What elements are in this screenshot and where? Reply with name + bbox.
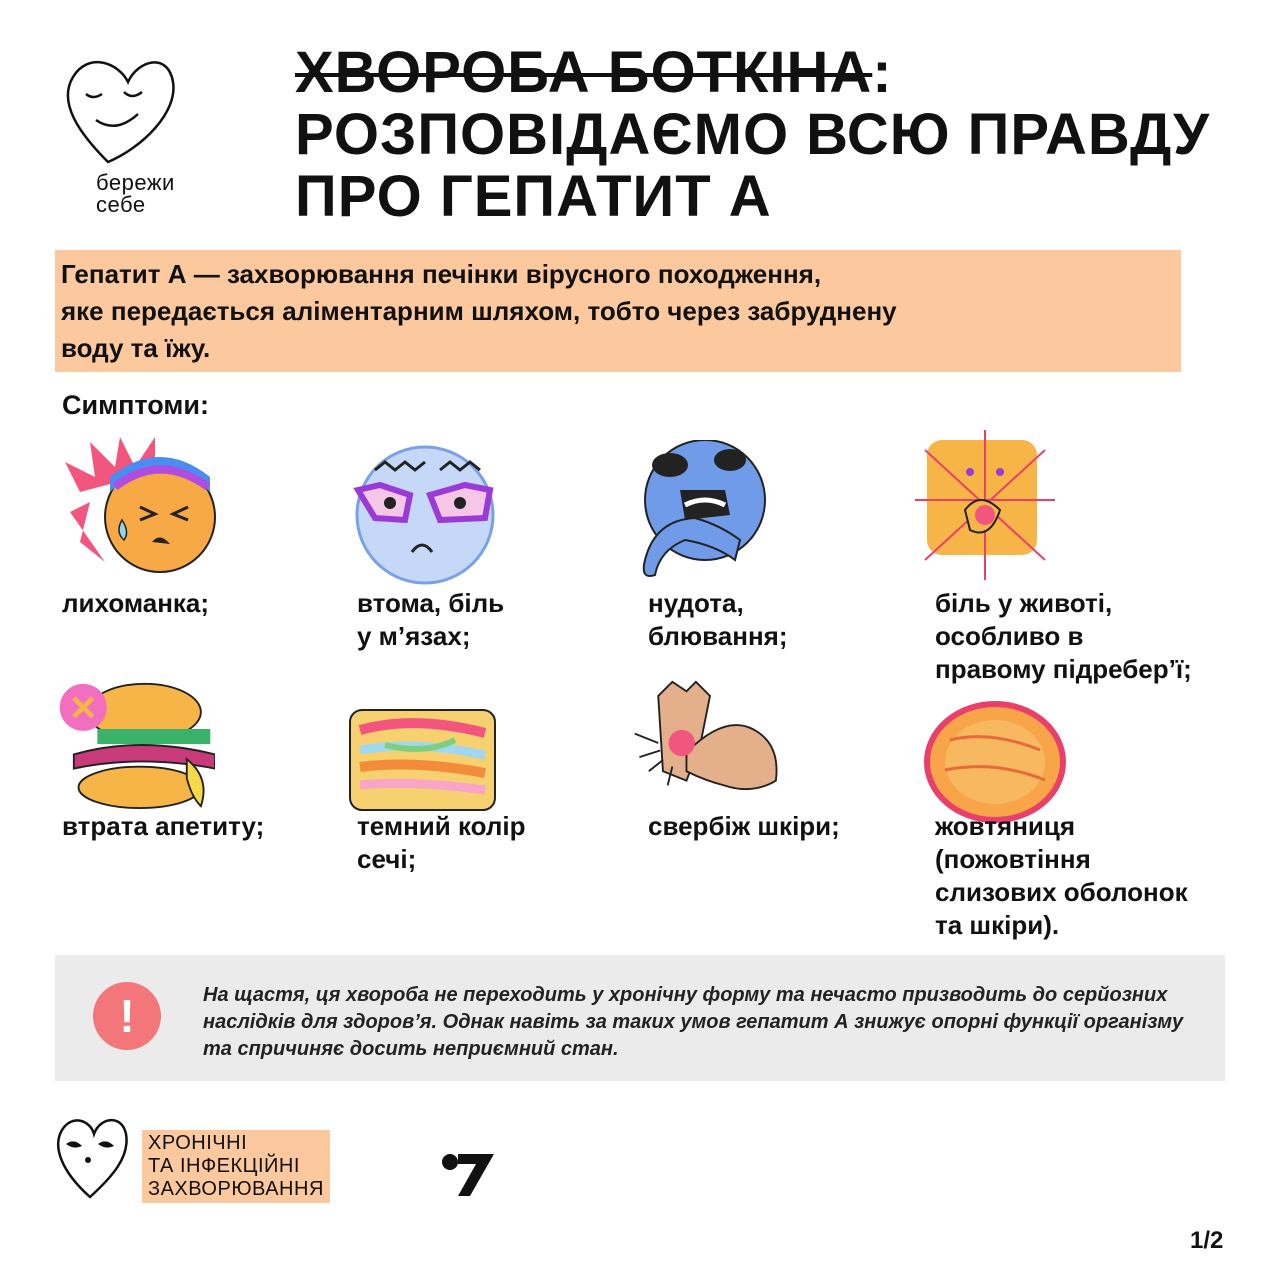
symptom-line: слизових оболонок (935, 877, 1188, 907)
page-number: 1/2 (1190, 1227, 1224, 1254)
brand-logo-icon (440, 1150, 496, 1198)
symptom-line: (пожовтіння (935, 844, 1091, 874)
symptom-label-fatigue (357, 587, 504, 653)
symptom-line: темний колір (357, 811, 526, 841)
symptom-label-itch (648, 810, 840, 843)
symptom-line: втрата апетиту; (62, 811, 265, 841)
symptom-line: у м’язах; (357, 621, 471, 651)
symptom-label-jaundice (935, 810, 1188, 942)
symptom-label-stomach-pain (935, 587, 1192, 686)
itchy-hand-icon (630, 668, 790, 818)
heart-face-footer-icon (52, 1112, 132, 1202)
symptom-line: блювання; (648, 621, 788, 651)
intro-line3: воду та їжу. (61, 333, 211, 363)
symptom-line: правому підребер’ї; (935, 654, 1192, 684)
logo-text-line2: себе (96, 192, 146, 217)
footer-tag-line2: ТА ІНФЕКЦІЙНІ (148, 1155, 300, 1177)
title-colon: : (872, 40, 893, 105)
symptom-label-appetite (62, 810, 264, 843)
intro-box (55, 250, 1181, 372)
symptom-label-urine (357, 810, 526, 876)
stomach-pain-icon (905, 430, 1065, 580)
footer-tag-line1: ХРОНІЧНІ (148, 1132, 248, 1154)
symptom-line: свербіж шкіри; (648, 811, 840, 841)
symptom-label-fever (62, 587, 209, 620)
tired-face-icon (350, 440, 510, 590)
symptoms-heading: Симптоми: (62, 390, 209, 420)
symptom-line: та шкіри). (935, 910, 1060, 940)
symptom-line: лихоманка; (62, 588, 210, 618)
footer-tag-line3: ЗАХВОРЮВАННЯ (148, 1178, 324, 1200)
note-text: На щастя, ця хвороба не переходить у хронічну форму та нечасто призводить до серйозних наслідків для здоров’я. Однак навіть за таких умов гепатит А знижує опорні функції організму та спричиняє досить неприємний стан. (203, 984, 1184, 1060)
vomiting-face-icon (625, 440, 785, 590)
symptom-line: особливо в (935, 621, 1084, 651)
intro-line1: Гепатит А — захворювання печінки вірусного походження, (61, 259, 822, 289)
symptom-line: біль у животі, (935, 588, 1113, 618)
symptom-line: жовтяниця (935, 811, 1076, 841)
logo-text-line1: бережи (96, 170, 175, 195)
logo-wordmark (96, 172, 175, 216)
fever-face-icon (60, 432, 220, 582)
symptom-line: втома, біль (357, 588, 505, 618)
page-title (295, 42, 1210, 228)
burger-icon (55, 670, 215, 820)
symptom-line: нудота, (648, 588, 744, 618)
title-line3: ПРО ГЕПАТИТ А (295, 164, 772, 229)
footer-category-tag (142, 1130, 330, 1203)
symptom-label-nausea (648, 587, 787, 653)
exclamation-icon: ! (93, 982, 161, 1050)
intro-line2: яке передається аліментарним шляхом, тобто через забруднену (61, 296, 897, 326)
symptom-line: сечі; (357, 844, 417, 874)
title-line2: РОЗПОВІДАЄМО ВСЮ ПРАВДУ (295, 102, 1211, 167)
title-struck-text: ХВОРОБА БОТКІНА (295, 40, 873, 105)
